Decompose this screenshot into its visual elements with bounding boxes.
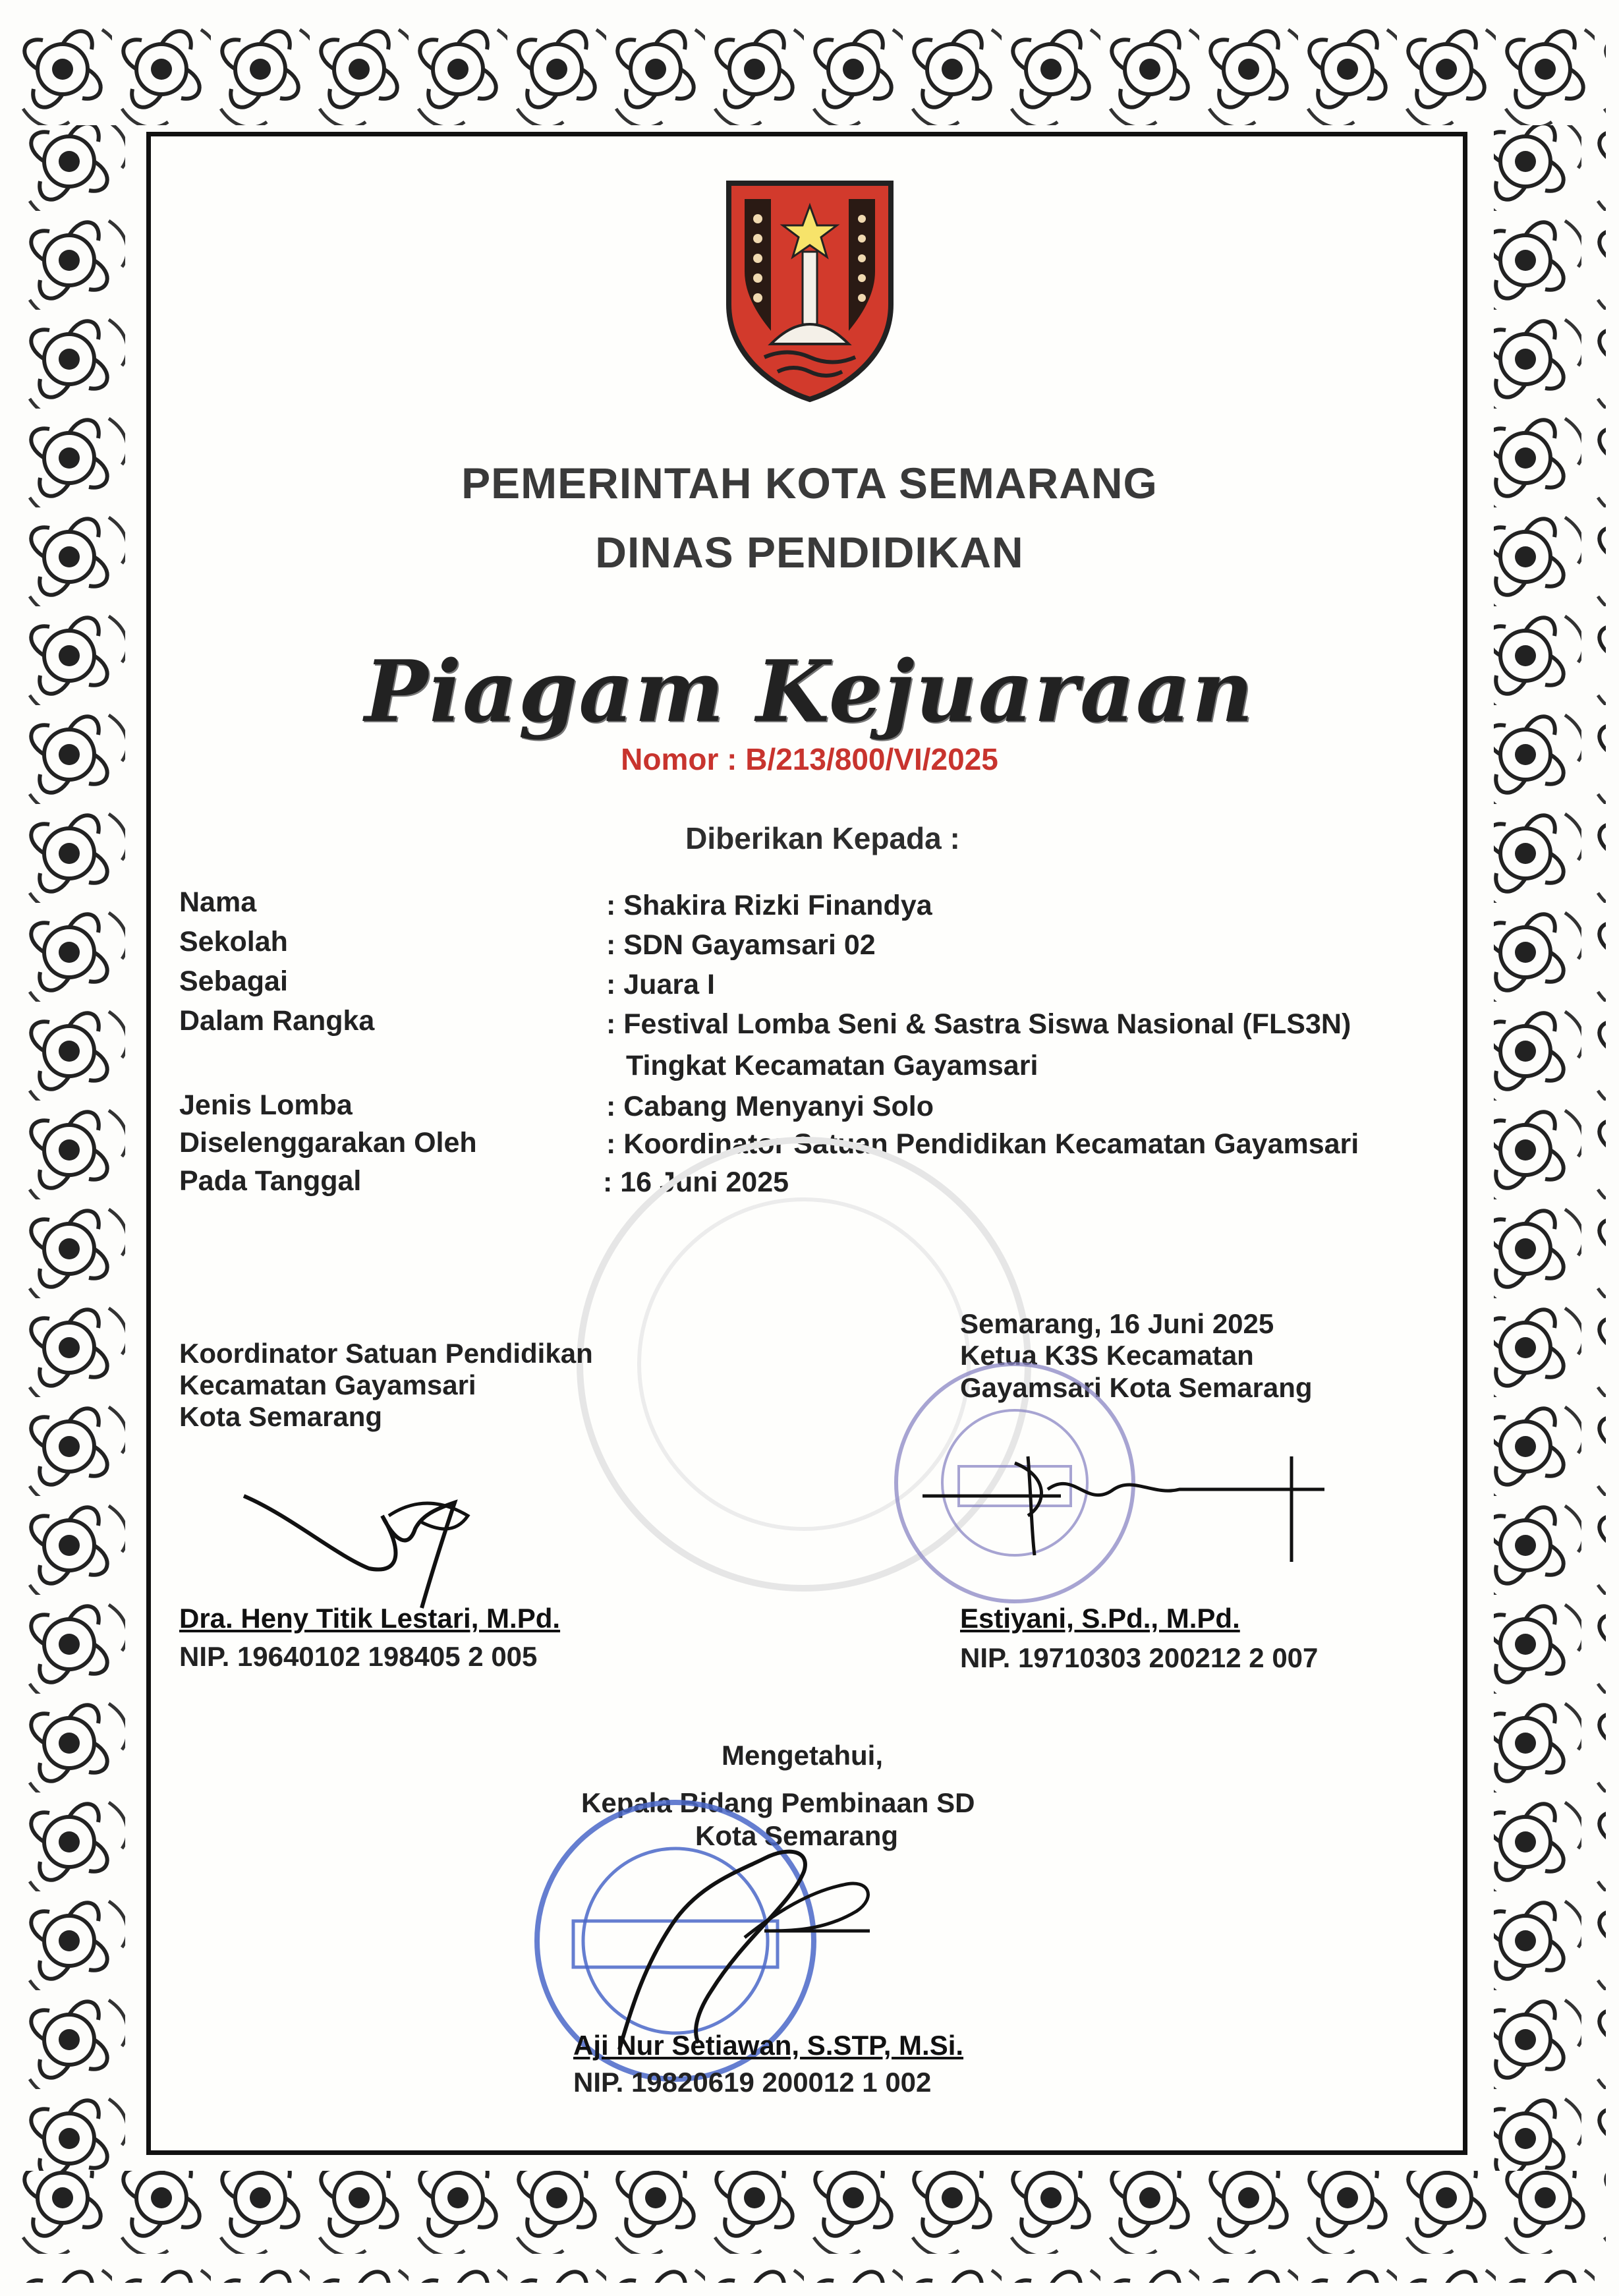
field-value-diselenggarakan: : Koordinator Satuan Pendidikan Kecamatan Gayamsari (606, 1128, 1359, 1160)
field-value-pada-tanggal: : 16 Juni 2025 (603, 1166, 789, 1198)
semarang-crest-logo (725, 179, 895, 403)
field-label-sebagai: Sebagai (179, 965, 288, 997)
field-label-nama: Nama (179, 886, 257, 918)
field-label-jenis-lomba: Jenis Lomba (179, 1089, 353, 1121)
field-label-pada-tanggal: Pada Tanggal (179, 1165, 362, 1197)
field-value-nama: : Shakira Rizki Finandya (606, 890, 932, 921)
field-label-sekolah: Sekolah (179, 926, 288, 958)
right-signature (916, 1450, 1338, 1568)
field-value-jenis-lomba: : Cabang Menyanyi Solo (606, 1091, 934, 1122)
certificate-title: Piagam Kejuaraan (364, 643, 1255, 741)
left-signer-title1: Koordinator Satuan Pendidikan (179, 1338, 593, 1369)
left-signer-title3: Kota Semarang (179, 1401, 383, 1432)
right-signer-title2: Gayamsari Kota Semarang (960, 1372, 1313, 1403)
right-signer-name: Estiyani, S.Pd., M.Pd. (960, 1603, 1240, 1634)
given-to-heading: Diberikan Kepada : (685, 821, 960, 855)
center-signer-title1: Kepala Bidang Pembinaan SD (581, 1787, 975, 1818)
field-value-dalam-rangka-line2: Tingkat Kecamatan Gayamsari (626, 1050, 1038, 1081)
right-signer-nip: NIP. 19710303 200212 2 007 (960, 1642, 1319, 1673)
field-value-dalam-rangka: : Festival Lomba Seni & Sastra Siswa Nasional (FLS3N) (606, 1008, 1351, 1040)
field-value-sebagai: : Juara I (606, 969, 715, 1000)
certificate-number: Nomor : B/213/800/VI/2025 (621, 742, 998, 776)
center-signer-title2: Kota Semarang (695, 1820, 899, 1851)
field-label-diselenggarakan: Diselenggarakan Oleh (179, 1127, 477, 1159)
center-signer-name: Aji Nur Setiawan, S.STP, M.Si. (573, 2030, 964, 2061)
right-signer-place-date: Semarang, 16 Juni 2025 (960, 1308, 1274, 1339)
header-department: DINAS PENDIDIKAN (595, 528, 1024, 577)
field-label-dalam-rangka: Dalam Rangka (179, 1005, 375, 1037)
field-value-sekolah: : SDN Gayamsari 02 (606, 929, 876, 961)
left-signature (237, 1476, 488, 1615)
left-signer-nip: NIP. 19640102 198405 2 005 (179, 1641, 538, 1672)
left-signer-title2: Kecamatan Gayamsari (179, 1369, 476, 1400)
right-signer-title1: Ketua K3S Kecamatan (960, 1340, 1254, 1371)
center-signer-intro: Mengetahui, (722, 1740, 884, 1771)
left-signer-name: Dra. Heny Titik Lestari, M.Pd. (179, 1603, 561, 1634)
center-signer-nip: NIP. 19820619 200012 1 002 (573, 2067, 932, 2098)
header-government: PEMERINTAH KOTA SEMARANG (461, 459, 1158, 507)
